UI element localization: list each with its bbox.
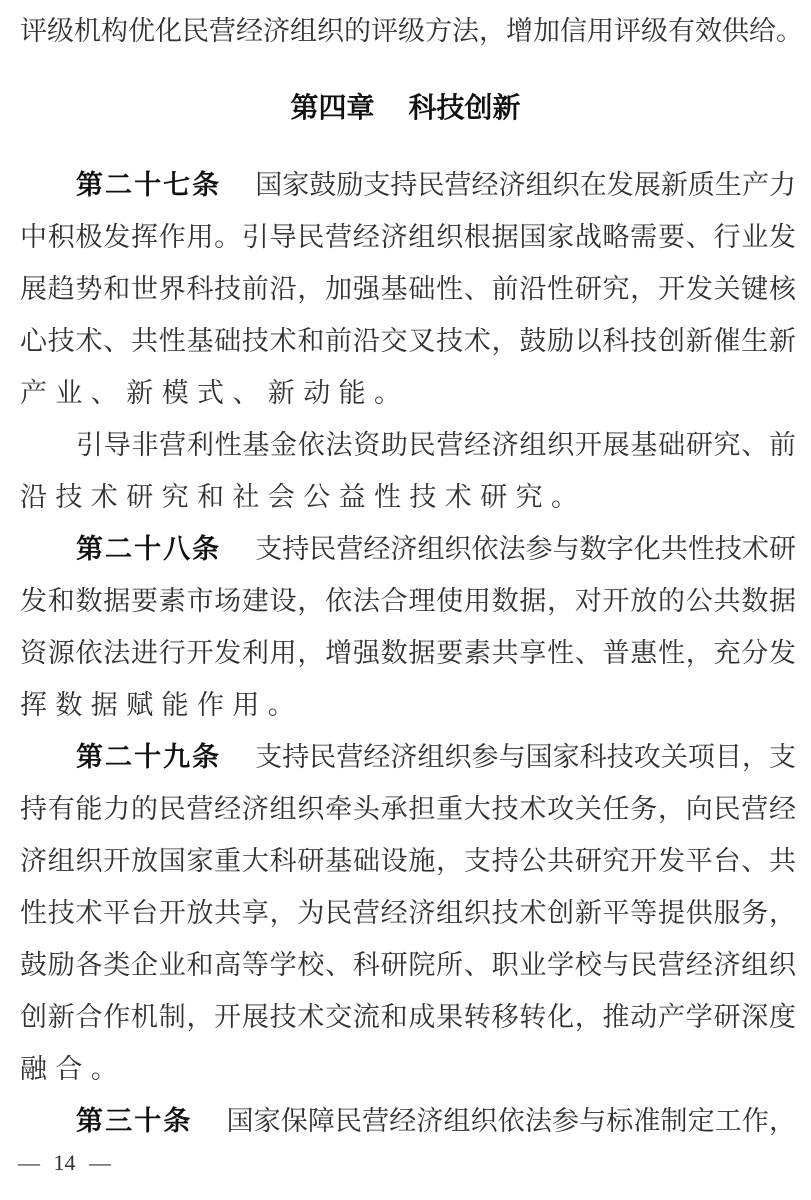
continuation-line: 评级机构优化民营经济组织的评级方法，增加信用评级有效供给。: [20, 16, 803, 47]
article-text: 国家保障民营经济组织依法参与标准制定工作，: [226, 1106, 796, 1137]
article-27-line-4: 心技术、共性基础技术和前沿交叉技术，鼓励以科技创新催生新: [20, 326, 796, 357]
article-text: 国家鼓励支持民营经济组织在发展新质生产力: [255, 170, 797, 201]
article-29-line-3: 济组织开放国家重大科研基础设施，支持公共研究开发平台、共: [20, 846, 796, 877]
article-number: 第三十条: [76, 1106, 193, 1137]
article-29-line-4: 性技术平台开放共享，为民营经济组织技术创新平等提供服务，: [20, 898, 796, 929]
article-27-line-2: 中积极发挥作用。引导民营经济组织根据国家战略需要、行业发: [20, 222, 796, 253]
chapter-title: 科技创新: [408, 91, 521, 124]
article-28-line-1: [76, 530, 796, 570]
article-28-line-3: 资源依法进行开发利用，增强数据要素共享性、普惠性，充分发: [20, 638, 796, 669]
article-27-line-5: 产业、新模式、新动能。: [20, 378, 410, 409]
article-number: 第二十七条: [76, 170, 222, 201]
article-text: 支持民营经济组织参与国家科技攻关项目，支: [255, 742, 797, 773]
article-28-line-4: 挥数据赋能作用。: [20, 690, 304, 721]
article-number: 第二十八条: [76, 534, 222, 565]
article-29-line-1: [76, 738, 796, 778]
article-27-p2-line-1: 引导非营利性基金依法资助民营经济组织开展基础研究、前: [76, 430, 796, 461]
article-27-line-3: 展趋势和世界科技前沿，加强基础性、前沿性研究，开发关键核: [20, 274, 796, 305]
article-29-line-6: 创新合作机制，开展技术交流和成果转移转化，推动产学研深度: [20, 1002, 796, 1033]
page-number: — 14 —: [18, 1150, 111, 1175]
article-30-line-1: [76, 1102, 796, 1142]
article-27-line-1: [76, 166, 796, 206]
article-number: 第二十九条: [76, 742, 222, 773]
article-29-line-5: 鼓励各类企业和高等学校、科研院所、职业学校与民营经济组织: [20, 950, 796, 981]
chapter-number: 第四章: [290, 91, 375, 124]
article-29-line-2: 持有能力的民营经济组织牵头承担重大技术攻关任务，向民营经: [20, 794, 796, 825]
article-27-p2-line-2: 沿技术研究和社会公益性技术研究。: [20, 482, 587, 513]
article-text: 支持民营经济组织依法参与数字化共性技术研: [255, 534, 797, 565]
article-28-line-2: 发和数据要素市场建设，依法合理使用数据，对开放的公共数据: [20, 586, 796, 617]
chapter-heading: [0, 88, 811, 128]
article-29-line-7: 融合。: [20, 1054, 127, 1085]
